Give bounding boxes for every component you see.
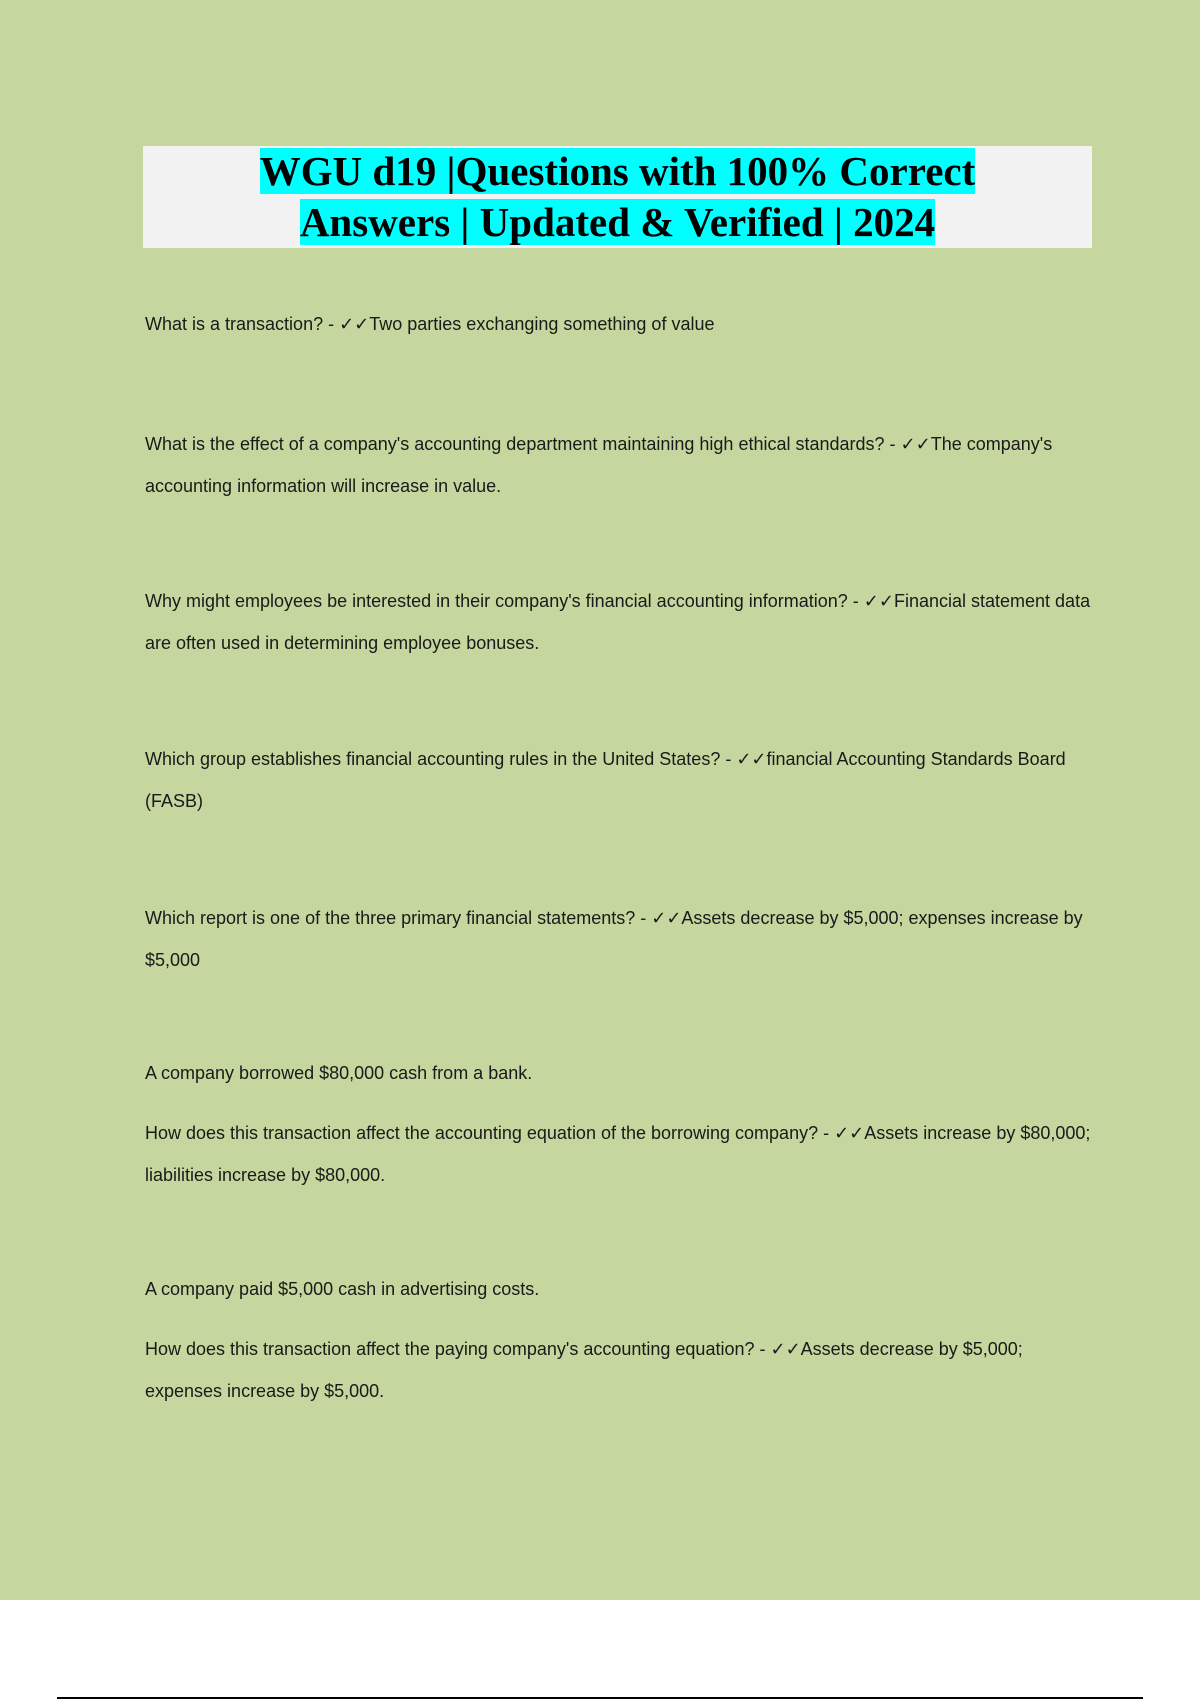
checkmark-icon: ✓✓ (339, 314, 370, 334)
page-title (260, 146, 976, 248)
answer-text: Two parties exchanging something of value (369, 314, 715, 334)
scenario-text: A company borrowed $80,000 cash from a bank. (145, 1063, 533, 1083)
qa-item-7 (145, 1268, 1095, 1412)
answer-text: Financial statement data are often used in determining employee bonuses. (145, 591, 1091, 653)
qa-item-6 (145, 1052, 1095, 1196)
question-text: What is the effect of a company's accounting department maintaining high ethical standards? - (145, 434, 901, 454)
scenario-text: A company paid $5,000 cash in advertising costs. (145, 1279, 540, 1299)
checkmark-icon: ✓✓ (834, 1123, 865, 1143)
question-text: Why might employees be interested in their company's financial accounting information? - (145, 591, 864, 611)
qa-item-1 (145, 303, 1095, 345)
answer-text: Assets increase by $80,000; liabilities increase by $80,000. (145, 1123, 1091, 1185)
checkmark-icon: ✓✓ (736, 749, 767, 769)
answer-text: Assets decrease by $5,000; expenses increase by $5,000. (145, 1339, 1023, 1401)
question-text: What is a transaction? - (145, 314, 340, 334)
bottom-rule-divider (57, 1697, 1143, 1699)
question-text: Which report is one of the three primary financial statements? - (145, 908, 652, 928)
qa-item-2 (145, 423, 1095, 507)
checkmark-icon: ✓✓ (863, 591, 894, 611)
qa-item-3 (145, 580, 1095, 664)
question-text: How does this transaction affect the paying company's accounting equation? - (145, 1339, 771, 1359)
title-line-1: WGU d19 |Questions with 100% Correct (259, 148, 976, 194)
answer-text: The company's accounting information will increase in value. (145, 434, 1053, 496)
title-banner (143, 146, 1092, 248)
answer-text: Assets decrease by $5,000; expenses increase by $5,000 (145, 908, 1083, 970)
question-text: Which group establishes financial accounting rules in the United States? - (145, 749, 737, 769)
question-text: How does this transaction affect the accounting equation of the borrowing company? - (145, 1123, 835, 1143)
checkmark-icon: ✓✓ (770, 1339, 801, 1359)
title-line-2: Answers | Updated & Verified | 2024 (299, 199, 936, 245)
qa-item-5 (145, 897, 1095, 981)
qa-item-4 (145, 738, 1095, 822)
checkmark-icon: ✓✓ (651, 908, 682, 928)
answer-text: financial Accounting Standards Board (FASB) (145, 749, 1066, 811)
checkmark-icon: ✓✓ (900, 434, 931, 454)
